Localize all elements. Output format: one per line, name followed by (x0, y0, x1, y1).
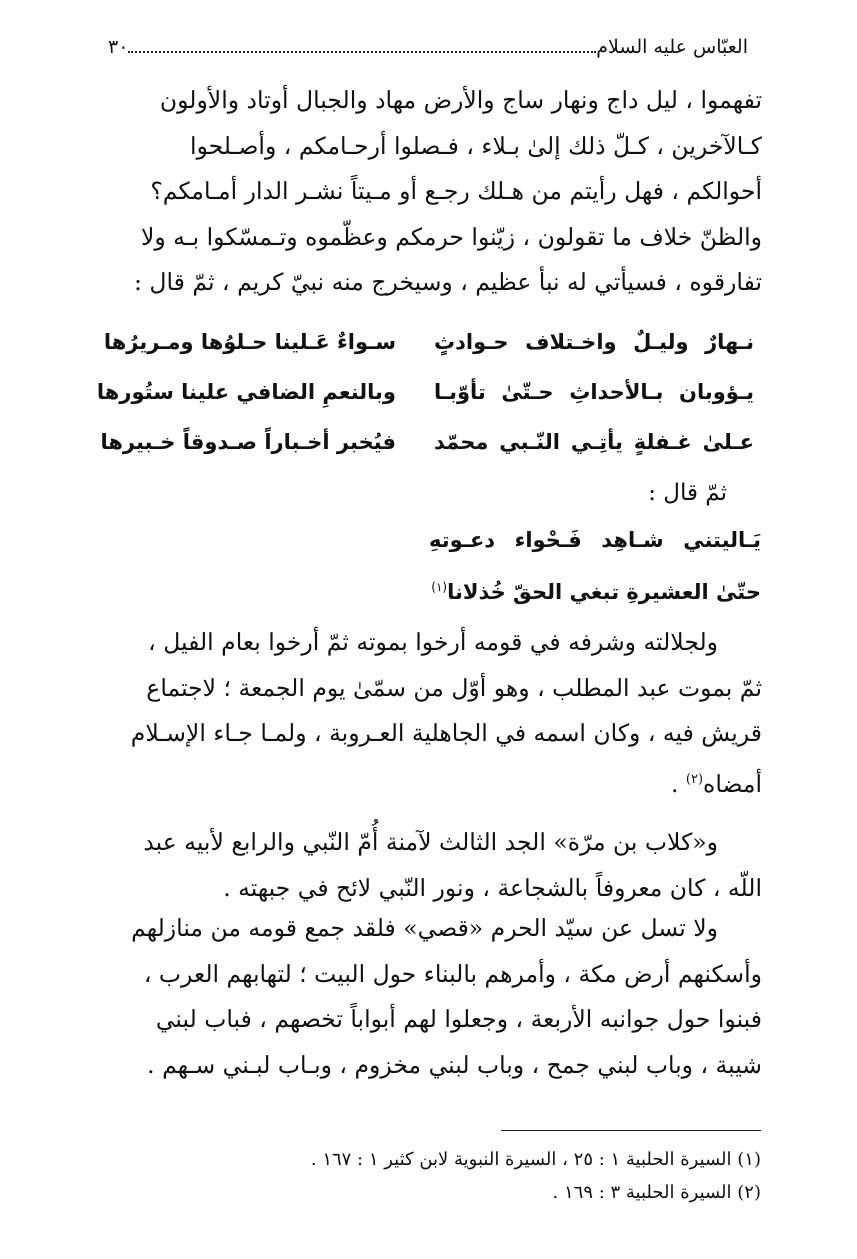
verse-second-hemistich: فيُخبر أخـباراً صـدوقاً خـبيرها (100, 430, 396, 454)
text-line: ولا تسل عن سيّد الحرم «قصي» فلقد جمع قومه من منازلهم (131, 914, 718, 942)
footnote-divider (501, 1130, 761, 1131)
page-header (94, 30, 762, 64)
verse-text: حتّىٰ العشيرةِ تبغي الحقّ خُذلانا (447, 580, 761, 604)
paragraph-3 (94, 820, 762, 911)
text-fragment: أمضاه (703, 769, 762, 798)
text-line: وأسكنهم أرض مكة ، وأمرهم بالبناء حول البيت ؛ لتهابهم العرب ، (143, 959, 762, 988)
text-line: ثمّ بموت عبد المطلب ، وهو أوّل من سمّىٰ يوم الجمعة ؛ لاجتماع (146, 673, 762, 702)
verse-line: يَـاليتني شـاهِد فَـحْواء دعـوتهِ (429, 528, 761, 552)
text-line: قريش فيه ، وكان اسمه في الجاهلية العـروبة ، ولمـا جـاء الإسـلام (130, 719, 762, 747)
verse-second-hemistich: سـواءٌ عَـلينا حـلوُها ومـريرُها (103, 330, 396, 354)
text-line: أحوالكم ، فهل رأيتم من هـلك رجـع أو مـيتاً نشـر الدار أمـامكم؟ (150, 177, 762, 205)
verse-first-hemistich: يـؤوبان بـالأحداثِ حـتّىٰ تأوّبـا (434, 380, 754, 404)
paragraph-1 (94, 78, 762, 306)
verse-row (94, 430, 762, 470)
text-line: اللّه ، كان معروفاً بالشجاعة ، ونور النّبي لائح في جبهته . (223, 873, 762, 902)
footnote-marker: (٢) (685, 771, 704, 787)
then-said-line: ثمّ قال : (648, 480, 727, 506)
text-line: و«كلاب بن مرّة» الجد الثالث لآمنة أُمّ النّبي والرابع لأبيه عبد (143, 828, 718, 856)
text-line: شيبة ، وباب لبني جمح ، وباب لبني مخزوم ، وبـاب لبـني سـهم . (147, 1050, 762, 1079)
footnote-2: (٢) السيرة الحلبية ٣ : ١٦٩ . (552, 1182, 761, 1203)
verse-second-hemistich: وبالنعمِ الضافي علينا ستُورها (96, 380, 396, 404)
footnote-1: (١) السيرة الحلبية ١ : ٢٥ ، السيرة النبوية لابن كثير ١ : ١٦٧ . (310, 1149, 761, 1170)
text-line: فبنوا حول جوانبه الأربعة ، وجعلوا لهم أبواباً تخصهم ، فباب لبني (155, 1005, 762, 1033)
verse-line-with-footnote (431, 580, 761, 604)
verse-row (94, 380, 762, 420)
verse-row (94, 330, 762, 370)
verse-first-hemistich: نـهارٌ وليـلٌ واخـتلاف حـوادثٍ (434, 330, 754, 354)
footnotes (161, 1143, 761, 1209)
page-number: ٣٠ (108, 36, 129, 58)
text-line: كـالآخرين ، كـلّ ذلك إلىٰ بـلاء ، فـصلوا أرحـامكم ، وأصـلحوا (189, 131, 762, 160)
text-line: تفهموا ، ليل داج ونهار ساج والأرض مهاد والجبال أوتاد والأولون (159, 86, 762, 114)
running-title: العبّاس عليه السلام (596, 36, 748, 58)
text-line: تفارقوه ، فسيأتي له نبأ عظيم ، وسيخرج منه نبيّ كريم ، ثمّ قال : (134, 268, 762, 296)
text-line: ولجلالته وشرفه في قومه أرخوا بموته ثمّ أرخوا بعام الفيل ، (148, 628, 718, 656)
verse-first-hemistich: عـلىٰ غـفلةٍ يأتِـي النّـبي محمّد (434, 430, 754, 454)
text-line (94, 757, 762, 807)
paragraph-4 (94, 906, 762, 1088)
header-dotted-leader (128, 51, 596, 53)
paragraph-2 (94, 620, 762, 807)
footnote-marker: (١) (431, 580, 448, 594)
text-fragment: . (670, 769, 686, 798)
text-line: والظنّ خلاف ما تقولون ، زيّنوا حرمكم وعظّموه وتـمسّكوا بـه ولا (140, 222, 762, 251)
